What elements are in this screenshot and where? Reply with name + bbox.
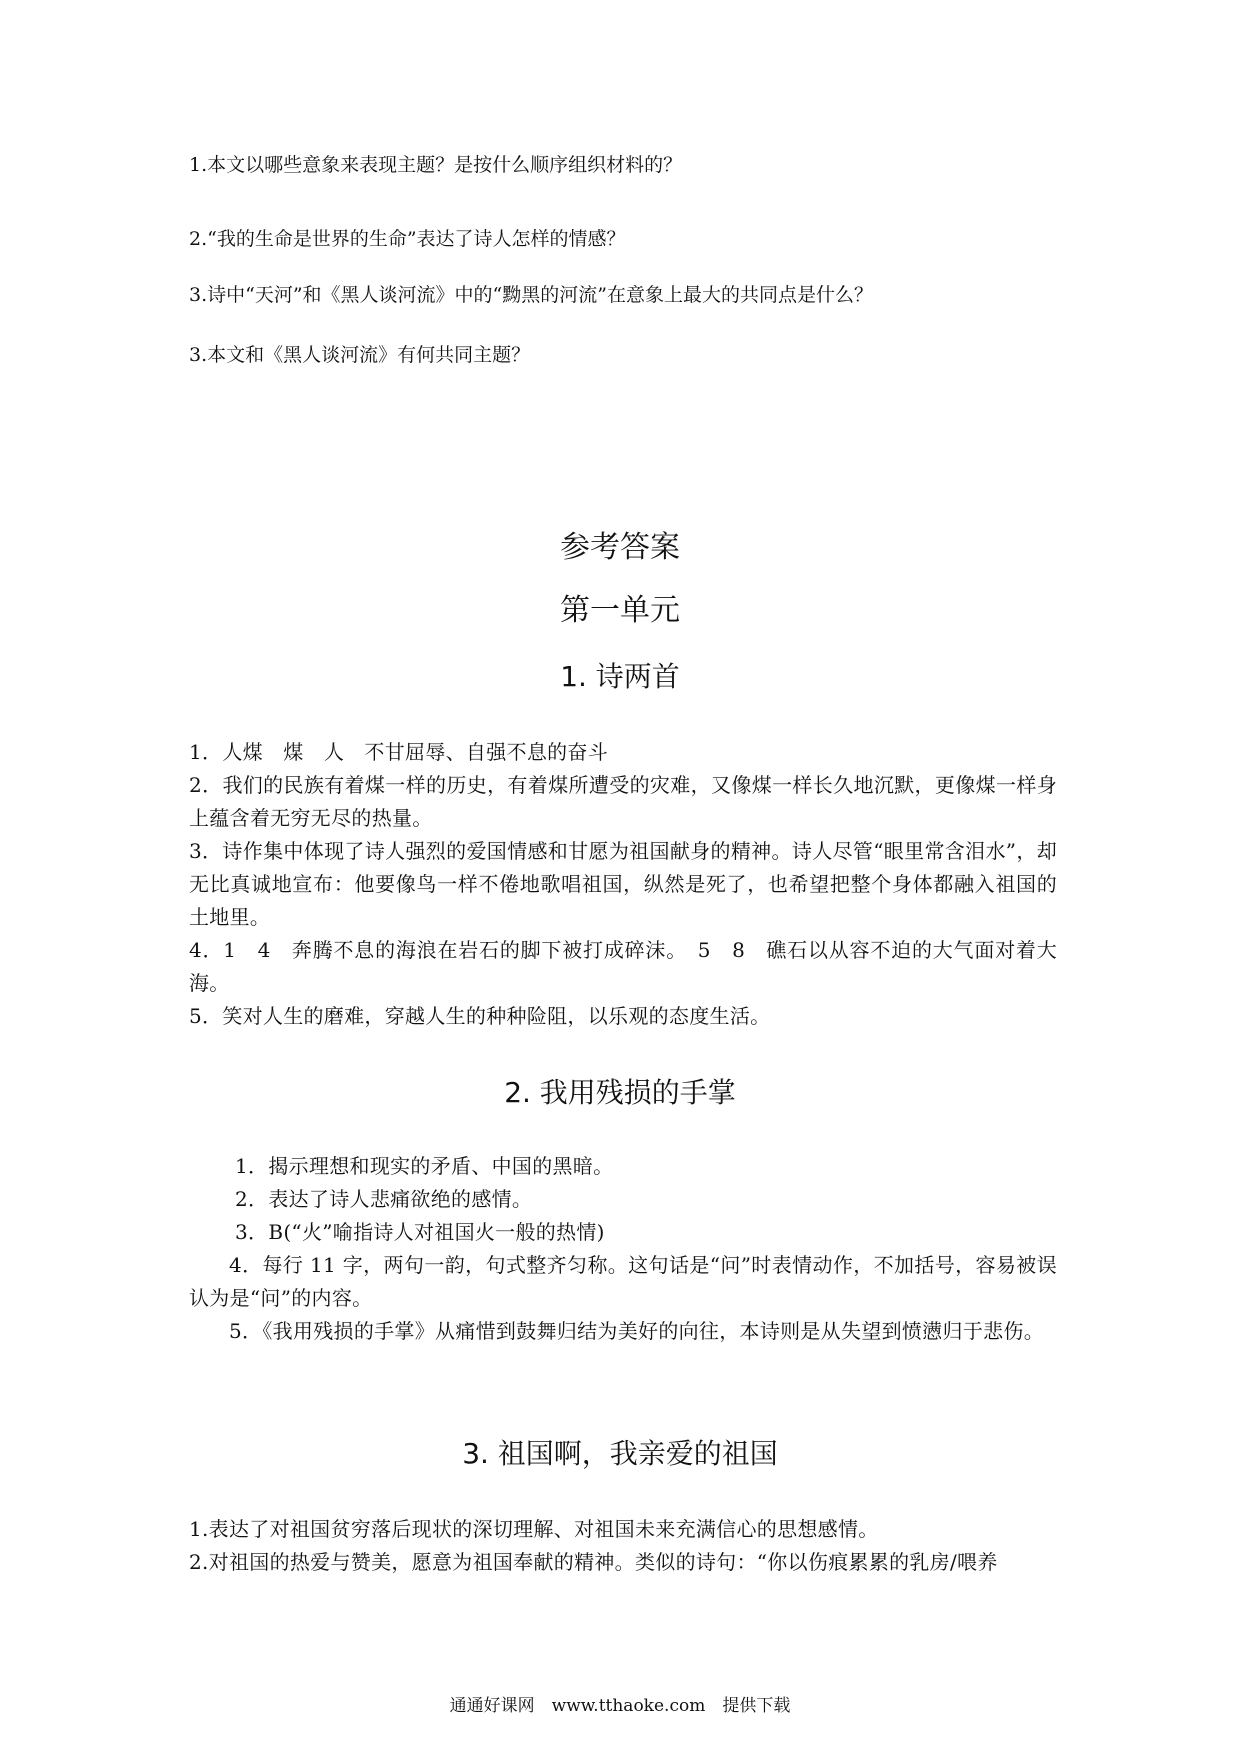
answer-item: 2.对祖国的热爱与赞美，愿意为祖国奉献的精神。类似的诗句：“你以伤痕累累的乳房/喂养 bbox=[189, 1550, 998, 1574]
section-title-3: 3. 祖国啊，我亲爱的祖国 bbox=[462, 1437, 778, 1470]
answer-item: 2．表达了诗人悲痛欲绝的感情。 bbox=[235, 1187, 533, 1211]
section-3-answers bbox=[189, 1513, 1057, 1579]
footer-credit: 通通好课网 www.tthaoke.com 提供下载 bbox=[449, 1696, 791, 1716]
answer-item: 5．《我用残损的手掌》从痛惜到鼓舞归结为美好的向往，本诗则是从失望到愤懑归于悲伤。 bbox=[229, 1319, 1045, 1343]
answer-item: 4．1 4 奔腾不息的海浪在岩石的脚下被打成碎沫。 5 8 礁石以从容不迫的大气面对着大海。 bbox=[189, 938, 1057, 995]
section-1-answers bbox=[189, 736, 1057, 1033]
answers-title: 参考答案 bbox=[560, 530, 680, 565]
question-1: 1.本文以哪些意象来表现主题？是按什么顺序组织材料的？ bbox=[189, 154, 683, 176]
answer-item: 3．诗作集中体现了诗人强烈的爱国情感和甘愿为祖国献身的精神。诗人尽管“眼里常含泪水”，却无比真诚地宣布：他要像鸟一样不倦地歌唱祖国，纵然是死了，也希望把整个身体都融入祖国的土地里。 bbox=[189, 839, 1057, 929]
answer-item: 1．人煤 煤 人 不甘屈辱、自强不息的奋斗 bbox=[189, 740, 609, 764]
question-4: 3.本文和《黑人谈河流》有何共同主题？ bbox=[189, 344, 531, 366]
question-3: 3.诗中“天河”和《黑人谈河流》中的“黝黑的河流”在意象上最大的共同点是什么？ bbox=[189, 284, 873, 306]
answer-item: 1.表达了对祖国贫穷落后现状的深切理解、对祖国未来充满信心的思想感情。 bbox=[189, 1517, 879, 1541]
section-title-1: 1. 诗两首 bbox=[560, 660, 680, 693]
answer-item: 3．B(“火”喻指诗人对祖国火一般的热情) bbox=[235, 1220, 605, 1244]
answer-item: 2．我们的民族有着煤一样的历史，有着煤所遭受的灾难，又像煤一样长久地沉默，更像煤一样身上蕴含着无穷无尽的热量。 bbox=[189, 773, 1057, 830]
unit-title: 第一单元 bbox=[560, 593, 680, 628]
question-2: 2.“我的生命是世界的生命”表达了诗人怎样的情感？ bbox=[189, 228, 626, 250]
answer-item: 1．揭示理想和现实的矛盾、中国的黑暗。 bbox=[235, 1154, 614, 1178]
answer-item: 5．笑对人生的磨难，穿越人生的种种险阻，以乐观的态度生活。 bbox=[189, 1004, 771, 1028]
section-2-answers bbox=[189, 1150, 1057, 1348]
section-title-2: 2. 我用残损的手掌 bbox=[504, 1076, 736, 1109]
answer-item: 4．每行 11 字，两句一韵，句式整齐匀称。这句话是“问”时表情动作，不加括号，容易被误认为是“问”的内容。 bbox=[189, 1253, 1057, 1310]
